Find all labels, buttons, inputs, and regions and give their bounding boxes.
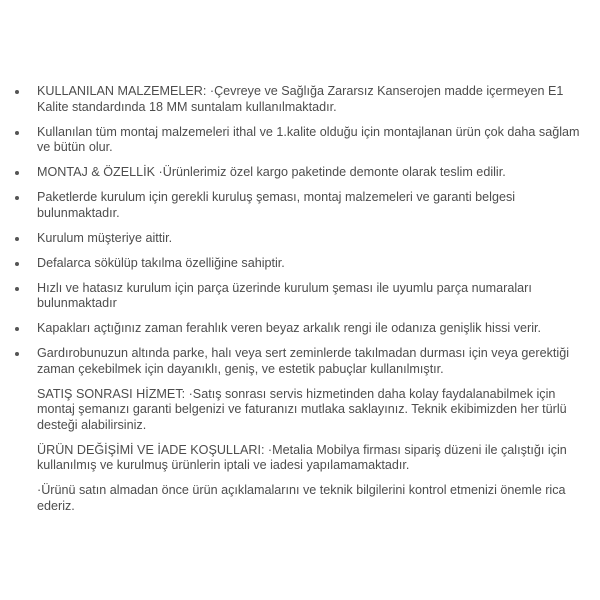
list-item-text: Paketlerde kurulum için gerekli kuruluş şeması, montaj malzemeleri ve garanti belgesi bulunmaktadır. [37, 190, 516, 220]
list-item-text: Kurulum müşteriye aittir. [37, 230, 173, 245]
bullet-icon [15, 287, 19, 291]
list-item [0, 256, 600, 272]
bullet-icon [15, 90, 19, 94]
list-item [0, 321, 600, 337]
list-item-text: MONTAJ & ÖZELLİK ·Ürünlerimiz özel kargo paketinde demonte olarak teslim edilir. [37, 165, 506, 179]
list-item [0, 190, 600, 221]
list-item [0, 84, 600, 115]
bullet-icon [15, 352, 19, 356]
list-item [0, 346, 600, 377]
notice-paragraph: ·Ürünü satın almadan önce ürün açıklamalarını ve teknik bilgilerini kontrol etmenizi önemle rica ederiz. [37, 483, 566, 513]
list-item-text: Hızlı ve hatasız kurulum için parça üzerinde kurulum şeması ile uyumlu parça numaraları bulunmaktadır [37, 280, 532, 310]
list-item [0, 281, 600, 312]
list-item [0, 165, 600, 181]
list-item-text: KULLANILAN MALZEMELER: ·Çevreye ve Sağlığa Zararsız Kanserojen madde içermeyen E1 Kalite standardında 18 MM suntalam kullanılmaktadır. [37, 84, 564, 114]
product-description [0, 84, 600, 524]
list-item-text: Defalarca sökülüp takılma özelliğine sahiptir. [37, 255, 285, 270]
bullet-icon [15, 262, 19, 266]
list-item-text: Gardırobunuzun altında parke, halı veya sert zeminlerde takılmadan durması için veya gerektiği zaman çekebilmek için dayanıklı, geniş, ve estetik pabuçlar kullanılmıştır. [37, 346, 570, 376]
bullet-icon [15, 327, 19, 331]
bullet-icon [15, 131, 19, 135]
list-item [0, 231, 600, 247]
bullet-icon [15, 171, 19, 175]
bullet-icon [15, 196, 19, 200]
list-item [0, 125, 600, 156]
list-item-text: Kullanılan tüm montaj malzemeleri ithal ve 1.kalite olduğu için montajlanan ürün çok daha sağlam ve bütün olur. [37, 124, 580, 154]
list-item-text: Kapakları açtığınız zaman ferahlık veren beyaz arkalık rengi ile odanıza genişlik hissi verir. [37, 321, 541, 335]
return-policy-paragraph: ÜRÜN DEĞİŞİMİ VE İADE KOŞULLARI: ·Metalia Mobilya firması sipariş düzeni ile çalıştığı için kullanılmış ve kurulmuş ürünlerin iptali ve iadesi yapılamamaktadır. [37, 442, 567, 472]
feature-list [0, 84, 600, 377]
after-sales-service-paragraph: SATIŞ SONRASI HİZMET: ·Satış sonrası servis hizmetinden daha kolay faydalanabilmek için montaj şemanızı garanti belgenizi ve faturanızı mutlaka saklayınız. Teknik ekibimizden her türlü desteği alabilirsiniz. [37, 386, 567, 432]
bullet-icon [15, 237, 19, 241]
